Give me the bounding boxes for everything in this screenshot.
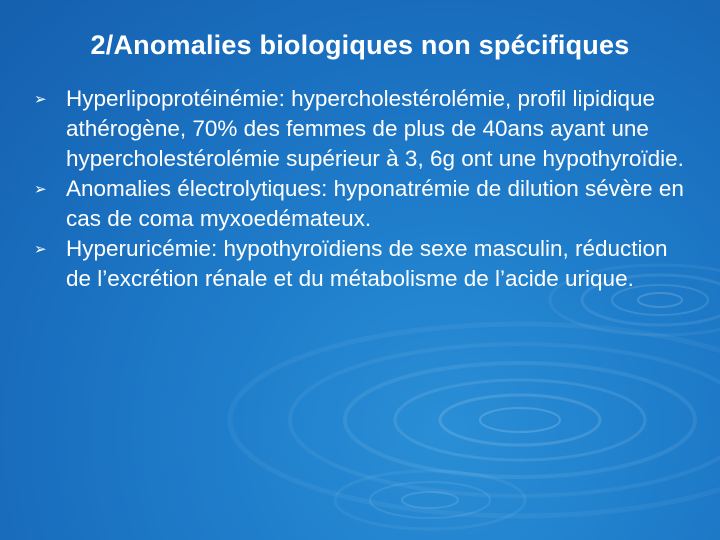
bullet-item (30, 84, 690, 174)
arrowhead-bullet-icon: ➢ (34, 91, 47, 108)
bullet-text: Anomalies électrolytiques: hyponatrémie de dilution sévère en cas de coma myxoedémateux. (66, 176, 684, 231)
bullet-item (30, 174, 690, 234)
bullet-item (30, 234, 690, 294)
slide-title: 2/Anomalies biologiques non spécifiques (90, 30, 630, 60)
bullet-text: Hyperuricémie: hypothyroïdiens de sexe masculin, réduction de l’excrétion rénale et du métabolisme de l’acide urique. (66, 236, 668, 291)
arrowhead-bullet-icon: ➢ (34, 241, 47, 258)
arrowhead-bullet-icon: ➢ (34, 181, 47, 198)
bullet-list (30, 84, 690, 294)
bullet-text: Hyperlipoprotéinémie: hypercholestérolémie, profil lipidique athérogène, 70% des femmes de plus de 40ans ayant une hypercholestérolémie supérieur à 3, 6g ont une hypothyroïdie. (66, 86, 684, 171)
